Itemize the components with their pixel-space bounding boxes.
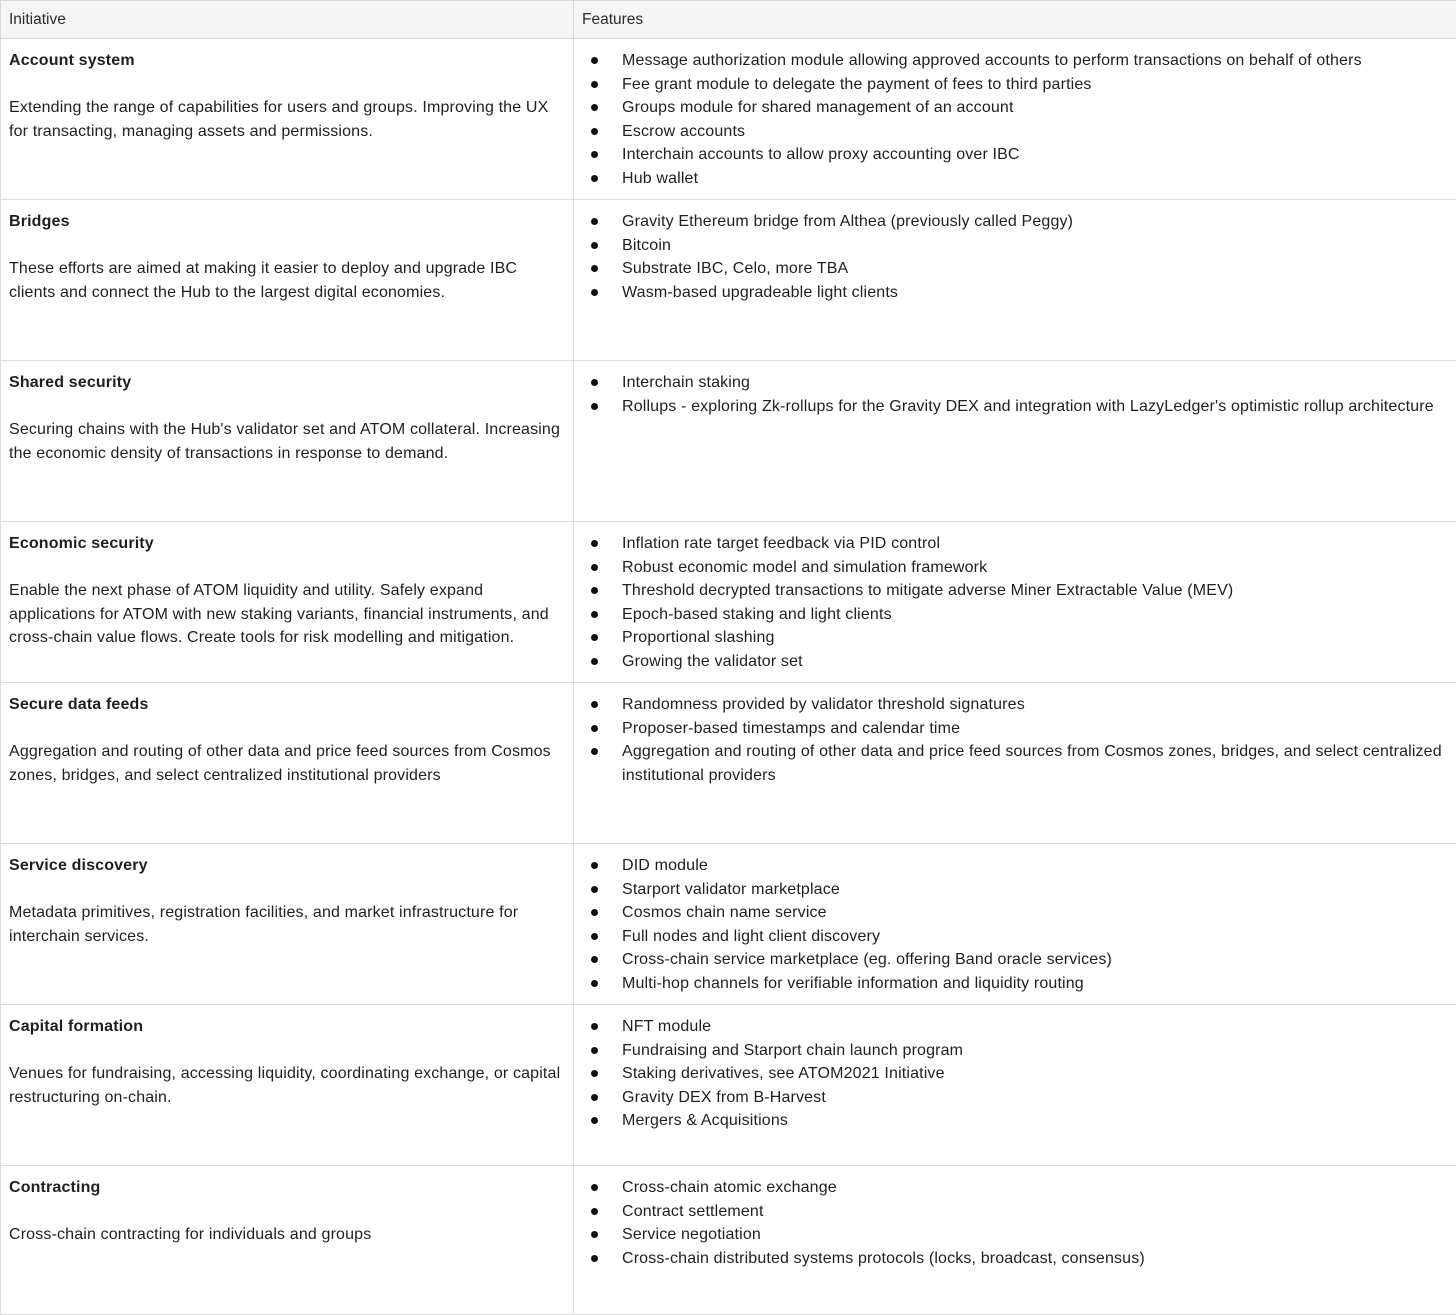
bullet-icon — [591, 725, 598, 732]
feature-text: Randomness provided by validator threshold signatures — [622, 696, 1025, 713]
feature-item — [622, 1039, 1448, 1063]
bullet-icon — [591, 886, 598, 893]
features-cell — [574, 1166, 1456, 1315]
initiative-cell — [1, 844, 574, 1005]
bullet-icon — [591, 1231, 598, 1238]
feature-item — [622, 1247, 1448, 1271]
feature-text: Service negotiation — [622, 1226, 761, 1243]
feature-item — [622, 1109, 1448, 1133]
bullet-icon — [591, 1023, 598, 1030]
feature-text: Contract settlement — [622, 1203, 764, 1220]
bullet-icon — [591, 1047, 598, 1054]
feature-text: Cross-chain distributed systems protocols (locks, broadcast, consensus) — [622, 1250, 1145, 1267]
features-column-header: Features — [574, 1, 1456, 39]
initiative-cell — [1, 1166, 574, 1315]
bullet-icon — [591, 289, 598, 296]
bullet-icon — [591, 379, 598, 386]
feature-item — [622, 143, 1448, 167]
bullet-icon — [591, 980, 598, 987]
features-cell — [574, 683, 1456, 844]
feature-list — [574, 683, 1456, 787]
initiative-name: Economic security — [9, 532, 565, 556]
feature-item — [622, 532, 1448, 556]
feature-item — [622, 120, 1448, 144]
feature-item — [622, 281, 1448, 305]
feature-text: Bitcoin — [622, 237, 671, 254]
feature-item — [622, 210, 1448, 234]
feature-text: Starport validator marketplace — [622, 881, 840, 898]
bullet-icon — [591, 540, 598, 547]
feature-item — [622, 626, 1448, 650]
feature-text: Cosmos chain name service — [622, 904, 827, 921]
feature-text: Robust economic model and simulation framework — [622, 559, 987, 576]
table-row — [1, 522, 1456, 683]
feature-item — [622, 1200, 1448, 1224]
feature-text: Inflation rate target feedback via PID control — [622, 535, 940, 552]
initiative-cell — [1, 200, 574, 361]
feature-list — [574, 522, 1456, 673]
feature-item — [622, 167, 1448, 191]
bullet-icon — [591, 403, 598, 410]
initiative-description: Enable the next phase of ATOM liquidity and utility. Safely expand applications for ATOM with new staking variants, financial instruments, and cross-chain value flows. Create tools for risk modelling and mitigation. — [9, 579, 565, 650]
feature-item — [622, 371, 1448, 395]
initiative-name: Contracting — [9, 1176, 565, 1200]
feature-item — [622, 650, 1448, 674]
feature-text: Interchain accounts to allow proxy accounting over IBC — [622, 146, 1020, 163]
feature-text: Wasm-based upgradeable light clients — [622, 284, 898, 301]
feature-text: Multi-hop channels for verifiable information and liquidity routing — [622, 975, 1084, 992]
feature-list — [574, 361, 1456, 418]
bullet-icon — [591, 634, 598, 641]
feature-text: Rollups - exploring Zk-rollups for the Gravity DEX and integration with LazyLedger's optimistic rollup architecture — [622, 398, 1434, 415]
feature-list — [574, 1166, 1456, 1270]
feature-text: Threshold decrypted transactions to mitigate adverse Miner Extractable Value (MEV) — [622, 582, 1233, 599]
bullet-icon — [591, 933, 598, 940]
feature-text: Full nodes and light client discovery — [622, 928, 880, 945]
bullet-icon — [591, 1208, 598, 1215]
header-row — [1, 1, 1456, 39]
bullet-icon — [591, 564, 598, 571]
bullet-icon — [591, 242, 598, 249]
initiative-description: Aggregation and routing of other data and price feed sources from Cosmos zones, bridges, and select centralized institutional providers — [9, 740, 565, 787]
feature-list — [574, 1005, 1456, 1133]
feature-text: Epoch-based staking and light clients — [622, 606, 892, 623]
initiative-name: Bridges — [9, 210, 565, 234]
features-cell — [574, 1005, 1456, 1166]
feature-list — [574, 844, 1456, 995]
table-row — [1, 1166, 1456, 1315]
feature-text: Fee grant module to delegate the payment of fees to third parties — [622, 76, 1092, 93]
feature-item — [622, 1176, 1448, 1200]
initiative-name: Service discovery — [9, 854, 565, 878]
feature-item — [622, 73, 1448, 97]
feature-list — [574, 39, 1456, 190]
bullet-icon — [591, 611, 598, 618]
table-row — [1, 200, 1456, 361]
feature-item — [622, 556, 1448, 580]
initiative-cell — [1, 1005, 574, 1166]
initiative-cell — [1, 683, 574, 844]
table-row — [1, 361, 1456, 522]
feature-text: Proposer-based timestamps and calendar time — [622, 720, 960, 737]
bullet-icon — [591, 175, 598, 182]
feature-item — [622, 1062, 1448, 1086]
feature-text: Mergers & Acquisitions — [622, 1112, 788, 1129]
initiative-description: These efforts are aimed at making it easier to deploy and upgrade IBC clients and connect the Hub to the largest digital economies. — [9, 257, 565, 304]
bullet-icon — [591, 218, 598, 225]
initiative-cell — [1, 39, 574, 200]
initiative-name: Secure data feeds — [9, 693, 565, 717]
feature-item — [622, 925, 1448, 949]
feature-item — [622, 395, 1448, 419]
initiative-name: Shared security — [9, 371, 565, 395]
bullet-icon — [591, 909, 598, 916]
initiative-description: Securing chains with the Hub's validator set and ATOM collateral. Increasing the economic density of transactions in response to demand. — [9, 418, 565, 465]
feature-item — [622, 1015, 1448, 1039]
feature-item — [622, 948, 1448, 972]
feature-text: Message authorization module allowing approved accounts to perform transactions on behalf of others — [622, 52, 1362, 69]
initiative-cell — [1, 522, 574, 683]
bullet-icon — [591, 701, 598, 708]
bullet-icon — [591, 1117, 598, 1124]
feature-item — [622, 257, 1448, 281]
table-row — [1, 1005, 1456, 1166]
feature-item — [622, 1086, 1448, 1110]
feature-item — [622, 49, 1448, 73]
bullet-icon — [591, 1094, 598, 1101]
feature-text: Substrate IBC, Celo, more TBA — [622, 260, 848, 277]
feature-item — [622, 717, 1448, 741]
initiative-name: Capital formation — [9, 1015, 565, 1039]
feature-item — [622, 693, 1448, 717]
feature-text: NFT module — [622, 1018, 711, 1035]
bullet-icon — [591, 956, 598, 963]
features-cell — [574, 844, 1456, 1005]
feature-item — [622, 854, 1448, 878]
bullet-icon — [591, 1070, 598, 1077]
features-cell — [574, 200, 1456, 361]
feature-text: Gravity Ethereum bridge from Althea (previously called Peggy) — [622, 213, 1073, 230]
initiative-name: Account system — [9, 49, 565, 73]
feature-text: Cross-chain atomic exchange — [622, 1179, 837, 1196]
feature-text: DID module — [622, 857, 708, 874]
feature-text: Proportional slashing — [622, 629, 775, 646]
feature-item — [622, 234, 1448, 258]
feature-item — [622, 972, 1448, 996]
bullet-icon — [591, 81, 598, 88]
feature-list — [574, 200, 1456, 304]
table-body — [1, 39, 1456, 1315]
feature-text: Gravity DEX from B-Harvest — [622, 1089, 826, 1106]
feature-item — [622, 878, 1448, 902]
bullet-icon — [591, 128, 598, 135]
bullet-icon — [591, 862, 598, 869]
bullet-icon — [591, 265, 598, 272]
bullet-icon — [591, 587, 598, 594]
table-row — [1, 39, 1456, 200]
features-cell — [574, 522, 1456, 683]
initiative-description: Metadata primitives, registration facilities, and market infrastructure for interchain services. — [9, 901, 565, 948]
bullet-icon — [591, 658, 598, 665]
feature-text: Growing the validator set — [622, 653, 803, 670]
feature-item — [622, 740, 1448, 787]
feature-item — [622, 901, 1448, 925]
initiative-description: Extending the range of capabilities for users and groups. Improving the UX for transacting, managing assets and permissions. — [9, 96, 565, 143]
initiative-column-header: Initiative — [1, 1, 574, 39]
bullet-icon — [591, 57, 598, 64]
initiative-description: Cross-chain contracting for individuals and groups — [9, 1223, 565, 1247]
features-cell — [574, 361, 1456, 522]
feature-item — [622, 96, 1448, 120]
bullet-icon — [591, 151, 598, 158]
feature-item — [622, 603, 1448, 627]
feature-item — [622, 1223, 1448, 1247]
bullet-icon — [591, 1255, 598, 1262]
bullet-icon — [591, 748, 598, 755]
feature-text: Groups module for shared management of an account — [622, 99, 1014, 116]
feature-text: Aggregation and routing of other data and price feed sources from Cosmos zones, bridges, and select centralized institutional providers — [622, 743, 1442, 784]
initiative-description: Venues for fundraising, accessing liquidity, coordinating exchange, or capital restructuring on-chain. — [9, 1062, 565, 1109]
initiative-cell — [1, 361, 574, 522]
feature-text: Escrow accounts — [622, 123, 745, 140]
table-row — [1, 844, 1456, 1005]
feature-text: Hub wallet — [622, 170, 698, 187]
bullet-icon — [591, 104, 598, 111]
feature-text: Staking derivatives, see ATOM2021 Initiative — [622, 1065, 945, 1082]
feature-item — [622, 579, 1448, 603]
features-cell — [574, 39, 1456, 200]
bullet-icon — [591, 1184, 598, 1191]
table-row — [1, 683, 1456, 844]
feature-text: Cross-chain service marketplace (eg. offering Band oracle services) — [622, 951, 1112, 968]
feature-text: Interchain staking — [622, 374, 750, 391]
feature-text: Fundraising and Starport chain launch program — [622, 1042, 963, 1059]
